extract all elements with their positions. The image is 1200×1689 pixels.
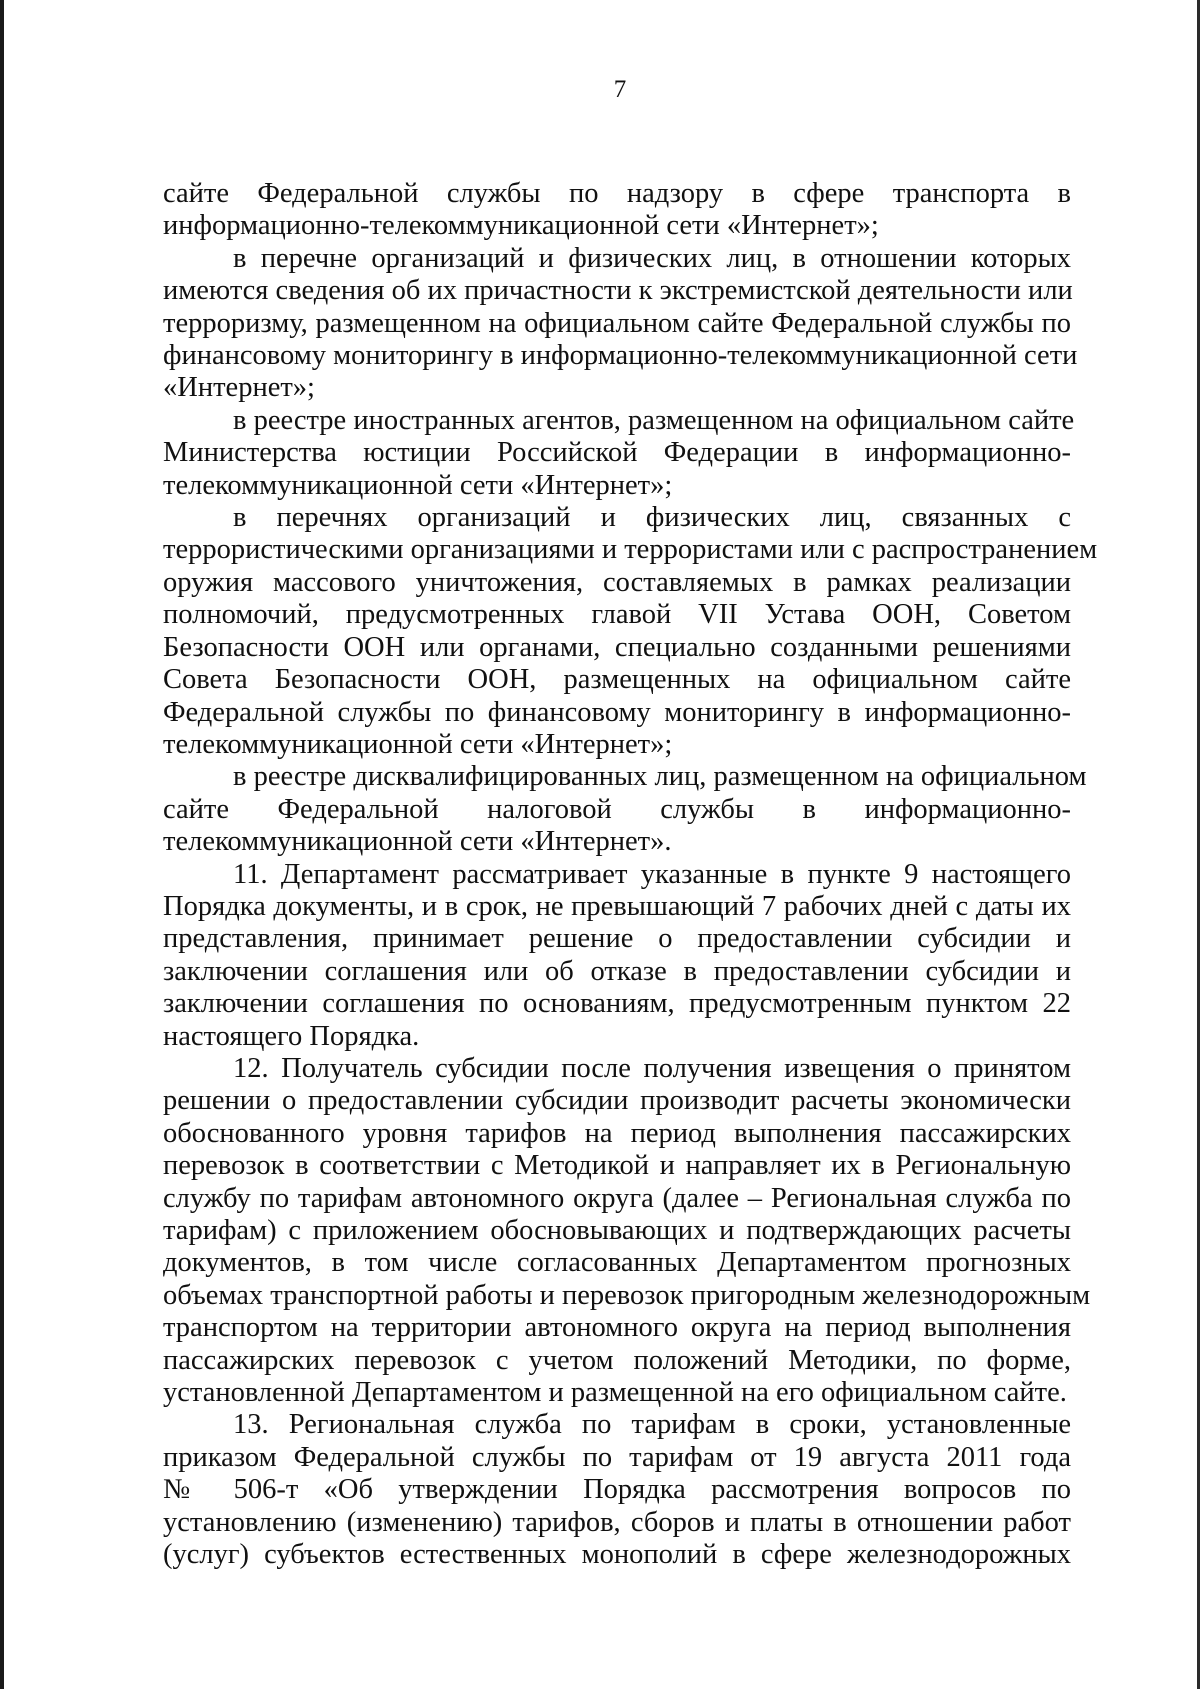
text-line: Порядка документы, и в срок, не превышающий 7 рабочих дней с даты их <box>163 890 1071 922</box>
paragraph <box>163 242 1078 405</box>
text-line: настоящего Порядка. <box>163 1020 420 1052</box>
text-line: представления, принимает решение о предоставлении субсидии и <box>163 923 1071 955</box>
text-line: установлению (изменению) тарифов, сборов и платы в отношении работ <box>163 1506 1071 1538</box>
paragraph <box>163 1409 1071 1571</box>
text-line: Совета Безопасности ООН, размещенных на официальном сайте <box>163 664 1071 696</box>
text-line: в реестре иностранных агентов, размещенном на официальном сайте <box>233 404 1075 436</box>
paragraph <box>163 859 1071 1053</box>
text-line: терроризму, размещенном на официальном сайте Федеральной службы по <box>163 307 1071 339</box>
paragraph <box>163 1052 1091 1409</box>
text-line: 13. Региональная служба по тарифам в сроки, установленные <box>233 1409 1071 1441</box>
text-line: информационно-телекоммуникационной сети «Интернет»; <box>163 210 879 242</box>
text-line: заключении соглашения или об отказе в предоставлении субсидии и <box>163 955 1071 987</box>
text-line: транспортом на территории автономного округа на период выполнения <box>163 1312 1071 1344</box>
text-line: в реестре дисквалифицированных лиц, размещенном на официальном <box>233 761 1087 793</box>
text-line: оружия массового уничтожения, составляемых в рамках реализации <box>163 566 1071 598</box>
text-line: «Интернет»; <box>163 372 315 404</box>
text-line: телекоммуникационной сети «Интернет»; <box>163 469 673 501</box>
text-line: пассажирских перевозок с учетом положений Методики, по форме, <box>163 1344 1071 1376</box>
text-line: террористическими организациями и террористами или с распространением <box>163 534 1098 566</box>
text-line: установленной Департаментом и размещенной на его официальном сайте. <box>163 1377 1067 1409</box>
text-line: Министерства юстиции Российской Федерации в информационно- <box>163 437 1071 469</box>
text-line: телекоммуникационной сети «Интернет». <box>163 826 672 858</box>
text-line: Безопасности ООН или органами, специально созданными решениями <box>163 631 1071 663</box>
text-line: в перечне организаций и физических лиц, в отношении которых <box>233 242 1071 274</box>
text-line: тарифам) с приложением обосновывающих и подтверждающих расчеты <box>163 1215 1071 1246</box>
text-line: (услуг) субъектов естественных монополий в сфере железнодорожных <box>163 1539 1071 1571</box>
text-line: документов, в том числе согласованных Департаментом прогнозных <box>163 1247 1071 1279</box>
text-line: обоснованного уровня тарифов на период выполнения пассажирских <box>163 1117 1071 1149</box>
paragraph <box>163 178 1071 243</box>
paragraph <box>163 761 1087 858</box>
text-line: сайте Федеральной службы по надзору в сфере транспорта в <box>163 178 1071 209</box>
text-line: полномочий, предусмотренных главой VII Устава ООН, Советом <box>163 599 1071 631</box>
text-line: телекоммуникационной сети «Интернет»; <box>163 728 673 760</box>
text-line: службу по тарифам автономного округа (далее – Региональная служба по <box>163 1182 1071 1214</box>
text-line: заключении соглашения по основаниям, предусмотренным пунктом 22 <box>163 988 1071 1020</box>
text-line: № 506-т «Об утверждении Порядка рассмотрения вопросов по <box>163 1474 1071 1506</box>
text-line: решении о предоставлении субсидии производит расчеты экономически <box>163 1085 1071 1117</box>
paragraph <box>163 404 1075 502</box>
scan-left-edge <box>0 0 4 1689</box>
text-line: в перечнях организаций и физических лиц, связанных с <box>233 502 1071 534</box>
text-line: перевозок в соответствии с Методикой и направляет их в Региональную <box>163 1150 1071 1182</box>
document-body <box>163 178 1098 1571</box>
text-line: сайте Федеральной налоговой службы в информационно- <box>163 793 1071 825</box>
page-number: 7 <box>613 76 627 103</box>
text-line: Федеральной службы по финансовому мониторингу в информационно- <box>163 696 1071 728</box>
text-line: приказом Федеральной службы по тарифам от 19 августа 2011 года <box>163 1441 1071 1473</box>
text-line: финансовому мониторингу в информационно-телекоммуникационной сети <box>163 340 1078 372</box>
text-line: объемах транспортной работы и перевозок пригородным железнодорожным <box>163 1279 1091 1311</box>
text-line: имеются сведения об их причастности к экстремистской деятельности или <box>163 275 1073 307</box>
text-line: 11. Департамент рассматривает указанные в пункте 9 настоящего <box>233 858 1071 890</box>
paragraph <box>163 502 1098 761</box>
text-line: 12. Получатель субсидии после получения извещения о принятом <box>233 1052 1071 1084</box>
